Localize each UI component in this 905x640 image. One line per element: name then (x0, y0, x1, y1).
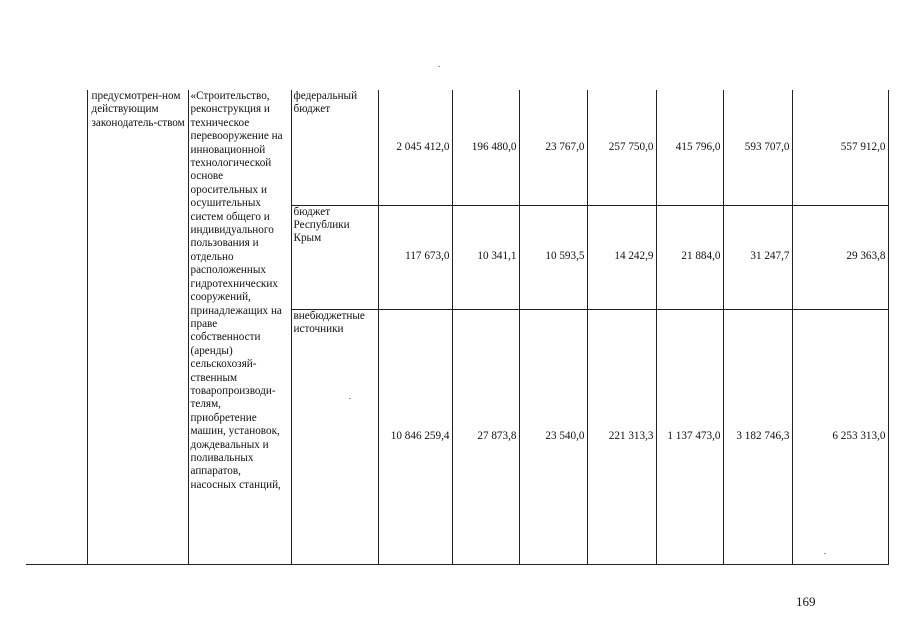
value-cell: 221 313,3 (587, 309, 656, 564)
scan-speck (824, 553, 826, 554)
page-number: 169 (796, 594, 816, 609)
value-cell: 196 480,0 (452, 90, 519, 205)
value-cell: 21 884,0 (656, 205, 723, 309)
law-basis-cell: предусмотрен-ном действующим законодатель-ством (87, 90, 188, 564)
funding-source-cell: федеральный бюджет (291, 90, 378, 205)
value-cell: 23 540,0 (519, 309, 587, 564)
value-cell: 27 873,8 (452, 309, 519, 564)
value-cell: 23 767,0 (519, 90, 587, 205)
value-cell: 14 242,9 (587, 205, 656, 309)
value-cell: 3 182 746,3 (723, 309, 792, 564)
empty-number-cell (26, 90, 87, 564)
value-cell: 593 707,0 (723, 90, 792, 205)
value-cell: 1 137 473,0 (656, 309, 723, 564)
value-cell: 10 341,1 (452, 205, 519, 309)
value-cell: 415 796,0 (656, 90, 723, 205)
value-cell: 557 912,0 (792, 90, 888, 205)
funding-source-cell: бюджет Республики Крым (291, 205, 378, 309)
value-cell: 29 363,8 (792, 205, 888, 309)
activity-description-cell: «Строительство, реконструкция и техническое перевооружение на инновационной технологической основе оросительных и осушительных систем общего и индивидуального пользования и отдельно расположенных гидротехнических сооружений, принадлежащих на праве собственности (аренды) сельскохозяй-ственным товаропроизводи-телям, приобретение машин, установок, дождевальных и поливальных аппаратов, насосных станций, (188, 90, 291, 564)
value-cell: 10 593,5 (519, 205, 587, 309)
funding-source-cell: внебюджетные источники (291, 309, 378, 564)
value-cell: 31 247,7 (723, 205, 792, 309)
value-cell: 257 750,0 (587, 90, 656, 205)
scan-speck (438, 66, 440, 67)
value-cell: 117 673,0 (378, 205, 452, 309)
value-cell: 6 253 313,0 (792, 309, 888, 564)
value-cell: 10 846 259,4 (378, 309, 452, 564)
scan-speck (349, 398, 351, 399)
value-cell: 2 045 412,0 (378, 90, 452, 205)
funding-table (26, 90, 889, 565)
